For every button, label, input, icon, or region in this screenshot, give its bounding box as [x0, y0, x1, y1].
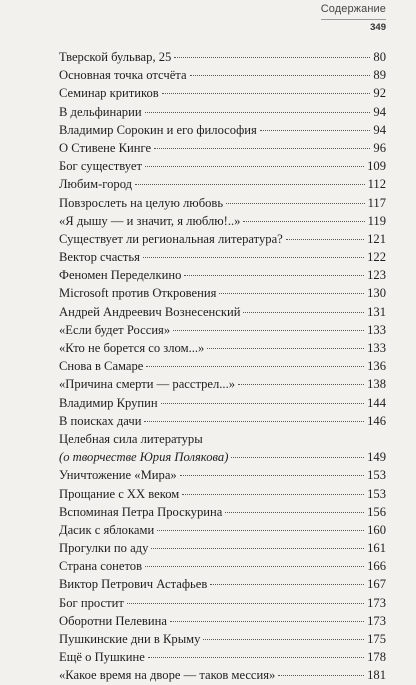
toc-entry-title: Пушкинские дни в Крыму: [59, 632, 201, 646]
toc-entry-page: 119: [367, 213, 386, 228]
toc-entry-title: Тверской бульвар, 25: [59, 50, 172, 64]
toc-entry-title: Целебная сила литературы: [59, 431, 203, 446]
toc-entry: [59, 394, 386, 412]
toc-entry-page: 112: [367, 177, 386, 192]
toc-entry-title: Microsoft против Откровения: [59, 286, 217, 301]
dot-leader: [145, 112, 371, 113]
toc-entry-title: «Я дышу — и значит, я люблю!..»: [59, 213, 241, 228]
toc-entry-page: 146: [367, 413, 386, 428]
toc-entry-page: 167: [367, 577, 386, 592]
dot-leader: [174, 57, 370, 58]
toc-entry-page: 94: [373, 104, 386, 119]
toc-entry-page: 130: [367, 286, 386, 301]
toc-entry: [59, 503, 386, 521]
toc-entry-page: 144: [367, 395, 386, 410]
toc-entry-page: 173: [367, 613, 386, 628]
dot-leader: [184, 275, 364, 276]
toc-entry-page: 96: [373, 140, 386, 155]
dot-leader: [146, 366, 364, 367]
toc-entry-page: 138: [367, 377, 386, 392]
toc-entry-title: Прощание с XX веком: [59, 486, 180, 501]
toc-entry: [59, 84, 386, 102]
toc-entry-page: 117: [367, 195, 386, 210]
dot-leader: [231, 457, 364, 458]
toc-entry: [59, 630, 386, 648]
toc-entry: [59, 485, 386, 503]
toc-entry-title: Страна сонетов: [59, 559, 143, 574]
toc-entry-page: 175: [367, 632, 386, 646]
page-number: 349: [321, 19, 386, 33]
toc-entry-title: Повзрослеть на целую любовь: [59, 195, 224, 210]
toc-entry-title: В дельфинарии: [59, 104, 142, 119]
table-of-contents: [59, 48, 386, 685]
toc-entry: [59, 103, 386, 121]
toc-entry: [59, 230, 386, 248]
toc-entry: [59, 121, 386, 139]
toc-entry-title: Дасик с яблоками: [59, 522, 155, 537]
dot-leader: [182, 494, 364, 495]
dot-leader: [145, 566, 364, 567]
dot-leader: [190, 75, 371, 76]
dot-leader: [207, 348, 364, 349]
toc-entry: [59, 175, 386, 193]
toc-entry-title: Снова в Самаре: [59, 359, 144, 374]
toc-entry-title: Любим-город: [59, 177, 133, 192]
toc-entry-page: 136: [367, 359, 386, 374]
toc-entry: [59, 648, 386, 666]
dot-leader: [226, 203, 364, 204]
toc-entry-title: Оборотни Пелевина: [59, 613, 167, 628]
toc-entry: [59, 357, 386, 375]
toc-entry: [59, 157, 386, 175]
toc-entry-page: 160: [367, 522, 386, 537]
dot-leader: [135, 184, 365, 185]
toc-entry-page: 181: [367, 668, 386, 683]
toc-entry: [59, 430, 386, 448]
toc-entry-title: Владимир Крупин: [59, 395, 158, 410]
toc-entry-title: Существует ли региональная литература?: [59, 231, 283, 246]
toc-entry-page: 153: [367, 468, 386, 483]
toc-entry-title: «Если будет Россия»: [59, 322, 171, 337]
dot-leader: [203, 639, 364, 640]
toc-entry-title: Прогулки по аду: [59, 541, 149, 556]
toc-entry-title: В поисках дачи: [59, 413, 142, 428]
toc-entry-title: Бог существует: [59, 159, 142, 174]
dot-leader: [154, 148, 370, 149]
toc-entry-title: Бог простит: [59, 595, 124, 610]
toc-entry: [59, 466, 386, 484]
toc-entry: [59, 321, 386, 339]
dot-leader: [162, 93, 371, 94]
toc-entry: [59, 375, 386, 393]
toc-entry-page: 121: [367, 231, 386, 246]
dot-leader: [127, 603, 364, 604]
dot-leader: [161, 403, 364, 404]
toc-entry-title: Феномен Переделкино: [59, 268, 182, 283]
dot-leader: [145, 166, 364, 167]
toc-entry-title: Владимир Сорокин и его философия: [59, 122, 257, 137]
dot-leader: [157, 530, 364, 531]
toc-entry: [59, 339, 386, 357]
toc-entry-title: Семинар критиков: [59, 86, 159, 101]
dot-leader: [238, 384, 364, 385]
toc-entry-page: 173: [367, 595, 386, 610]
dot-leader: [143, 257, 364, 258]
toc-entry: [59, 557, 386, 575]
toc-entry: [59, 612, 386, 630]
dot-leader: [151, 548, 364, 549]
toc-entry-page: 133: [367, 341, 386, 355]
toc-entry-page: 149: [367, 450, 386, 465]
toc-entry: [59, 66, 386, 84]
toc-entry-page: 156: [367, 504, 386, 519]
dot-leader: [286, 239, 364, 240]
toc-entry-page: 123: [367, 268, 386, 283]
toc-entry-title: Андрей Андреевич Вознесенский: [59, 304, 241, 319]
toc-entry-title: «Кто не борется со злом...»: [59, 341, 205, 355]
dot-leader: [180, 475, 364, 476]
dot-leader: [260, 130, 371, 131]
running-head: [321, 3, 386, 33]
toc-entry-page: 122: [367, 250, 386, 265]
dot-leader: [144, 421, 364, 422]
toc-entry-page: 153: [367, 486, 386, 501]
dot-leader: [243, 221, 364, 222]
toc-entry-title: (о творчестве Юрия Полякова): [59, 450, 229, 465]
dot-leader: [148, 657, 364, 658]
dot-leader: [225, 512, 364, 513]
toc-entry-page: 94: [373, 122, 386, 137]
toc-entry: [59, 594, 386, 612]
dot-leader: [173, 330, 364, 331]
toc-entry-title: Уничтожение «Мира»: [59, 468, 177, 483]
toc-entry-page: 80: [373, 50, 386, 64]
toc-entry: [59, 575, 386, 593]
toc-entry-title: Вектор счастья: [59, 250, 140, 265]
toc-entry-page: 89: [373, 68, 386, 83]
toc-entry: [59, 266, 386, 284]
dot-leader: [243, 312, 364, 313]
toc-entry-title: Ещё о Пушкине: [59, 650, 145, 665]
dot-leader: [170, 621, 364, 622]
toc-entry-title: О Стивене Кинге: [59, 140, 152, 155]
section-title: Содержание: [320, 3, 386, 15]
toc-entry: [59, 303, 386, 321]
toc-entry: [59, 284, 386, 302]
dot-leader: [278, 675, 364, 676]
toc-entry: [59, 48, 386, 66]
toc-entry: [59, 412, 386, 430]
toc-entry: [59, 521, 386, 539]
toc-entry-page: 166: [367, 559, 386, 574]
toc-entry: [59, 666, 386, 684]
toc-entry-title: Основная точка отсчёта: [59, 68, 187, 83]
toc-entry-page: 161: [367, 541, 386, 556]
toc-entry-title: Вспоминая Петра Проскурина: [59, 504, 223, 519]
toc-entry-page: 178: [367, 650, 386, 665]
toc-entry-page: 109: [367, 159, 386, 174]
toc-entry: [59, 212, 386, 230]
toc-entry: [59, 194, 386, 212]
toc-entry-title: Виктор Петрович Астафьев: [59, 577, 208, 592]
toc-entry-title: «Причина смерти — расстрел...»: [59, 377, 236, 392]
toc-entry-page: 133: [367, 322, 386, 337]
dot-leader: [210, 584, 364, 585]
toc-entry-title: «Какое время на дворе — таков мессия»: [59, 668, 276, 683]
toc-entry: [59, 248, 386, 266]
toc-entry: [59, 539, 386, 557]
toc-entry-page: 131: [367, 304, 386, 319]
toc-entry: [59, 139, 386, 157]
toc-entry: [59, 448, 386, 466]
dot-leader: [219, 293, 364, 294]
toc-entry-page: 92: [373, 86, 386, 101]
